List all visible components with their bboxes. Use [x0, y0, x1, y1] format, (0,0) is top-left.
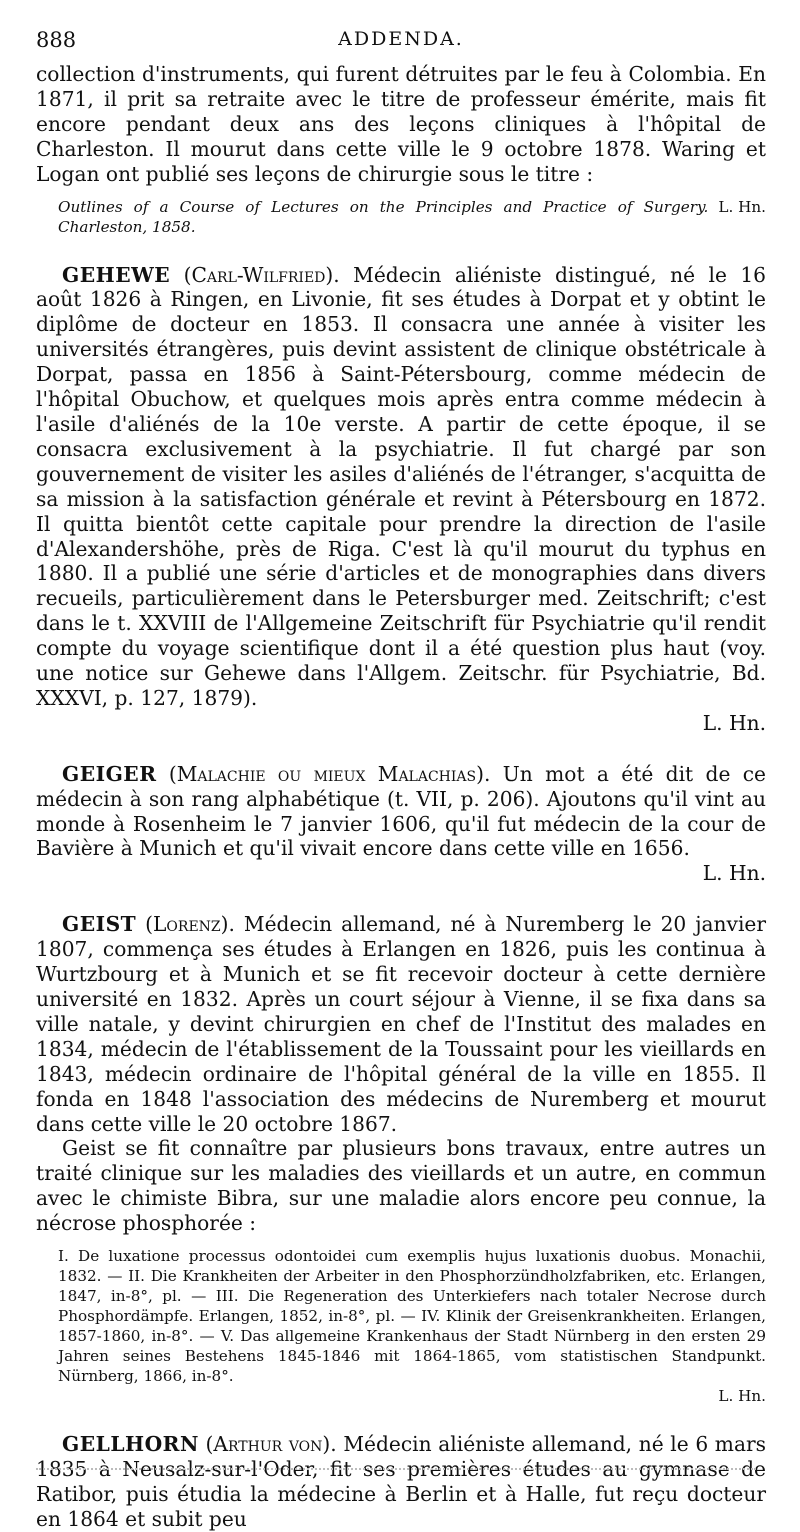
entry-names: (Lorenz). [145, 912, 235, 937]
entry-names: (Arthur von). [205, 1432, 337, 1457]
footer-divider [36, 1468, 756, 1470]
headword: GELLHORN [62, 1432, 199, 1457]
entry-text: Médecin aliéniste allemand, né le 6 mars 1835 à Neusalz-sur-l'Oder, fit ses premières études au gymnase de Ratibor, puis étudia la médecine à Berlin et à Halle, fut reçu docteur en 1864 et subit peu [36, 1432, 766, 1531]
entry-reference [36, 1246, 766, 1386]
reference-text: I. De luxatione processus odontoidei cum exemplis hujus luxationis duobus. Monachii, 1832. — II. Die Krankheiten der Arbeiter in den Phosphorzündholzfabriken, etc. Erlangen, 1847, in-8°, pl. — III. Die Regeneration des Unterkiefers nach totaler Necrose durch Phosphordämpfe. Erlangen, 1852, in-8°, pl. — IV. Klinik der Greisenkrankheiten. Erlangen, 1857-1860, in-8°. — V. Das allgemeine Krankenhaus der Stadt Nürnberg in den ersten 29 Jahren seines Bestehens 1845-1846 mit 1864-1865, vom statistischen Standpunkt. Nürnberg, 1866, in-8°. [58, 1247, 766, 1386]
document-page [36, 28, 766, 1532]
signature: L. Hn. [718, 1387, 766, 1406]
reference-text: Outlines of a Course of Lectures on the Principles and Practice of Surgery. Charleston, 1858. [58, 197, 709, 236]
headword: GEIGER [62, 761, 157, 786]
entry-text: Un mot a été dit de ce médecin à son rang alphabétique (t. VII, p. 206). Ajoutons qu'il vint au monde à Rosenheim le 7 janvier 1606, qu'il fut médecin de la cour de Bavière à Munich et qu'il vivait encore dans cette ville en 1656. [36, 761, 766, 861]
entry-geist [36, 912, 766, 1406]
entry-names: (Carl-Wilfried). [183, 262, 340, 287]
entry-paragraph [36, 762, 766, 862]
entry-paragraph [36, 263, 766, 711]
entry-gehewe [36, 263, 766, 736]
signature: L. Hn. [702, 710, 766, 735]
entry-text: Médecin allemand, né à Nuremberg le 20 janvier 1807, commença ses études à Erlangen en 1826, puis les continua à Wurtzbourg et à Munich et se fit recevoir docteur à cette dernière université en 1832. Après un court séjour à Vienne, il se fixa dans sa ville natale, y devint chirurgien en chef de l'Institut des malades en 1834, médecin de l'établissement de la Toussaint pour les vieillards en 1843, médecin ordinaire de l'hôpital général de la ville en 1855. Il fonda en 1848 l'association des médecins de Nuremberg et mourut dans cette ville le 20 octobre 1867. [36, 912, 766, 1136]
headword: GEHEWE [62, 262, 171, 287]
continuation-paragraph: collection d'instruments, qui furent détruites par le feu à Colombia. En 1871, il prit sa retraite avec le titre de professeur émérite, mais fit encore pendant deux ans des leçons cliniques à l'hôpital de Charleston. Il mourut dans cette ville le 9 octobre 1878. Waring et Logan ont publié ses leçons de chirurgie sous le titre : [36, 62, 766, 186]
entry-text: Médecin aliéniste distingué, né le 16 août 1826 à Ringen, en Livonie, fit ses études à Dorpat et y obtint le diplôme de docteur en 1853. Il consacra une année à visiter les universités étrangères, puis devint assistent de clinique obstétricale à Dorpat, passa en 1856 à Saint-Pétersbourg, comme médecin de l'hôpital Obuchow, et quelques mois après entra comme médecin à l'asile d'aliénés de la 10e verste. A partir de cette époque, il se consacra exclusivement à la psychiatrie. Il fut chargé par son gouvernement de visiter les asiles d'aliénés de l'étranger, s'acquitta de sa mission à la satisfaction générale et revint à Pétersbourg en 1872. Il quitta bientôt cette capitale pour prendre la direction de l'asile d'Alexandershöhe, près de Riga. C'est là qu'il mourut du typhus en 1880. Il a publié une série d'articles et de monographies dans divers recueils, particulièrement dans le Petersburger med. Zeitschrift; c'est dans le t. XXVIII de l'Allgemeine Zeitschrift für Psychiatrie qu'il rendit compte du voyage scientifique dont il a été question plus haut (voy. une notice sur Gehewe dans l'Allgem. Zeitschr. für Psychiatrie, Bd. XXXVI, p. 127, 1879). [36, 262, 767, 710]
running-title: ADDENDA. [338, 28, 464, 50]
entry-paragraph: Geist se fit connaître par plusieurs bons travaux, entre autres un traité clinique sur les maladies des vieillards et un autre, en commun avec le chimiste Bibra, sur une maladie alors encore peu connue, la nécrose phosphorée : [36, 1136, 766, 1236]
page-header [36, 28, 766, 62]
entry-names: (Malachie ou mieux Malachias). [168, 761, 491, 786]
entry-paragraph [36, 1432, 766, 1532]
page-number: 888 [36, 28, 77, 52]
entry-paragraph [36, 912, 766, 1136]
continuation-reference [36, 197, 766, 237]
headword: GEIST [62, 912, 137, 937]
signature: L. Hn. [718, 197, 766, 216]
signature: L. Hn. [702, 861, 766, 886]
entry-gellhorn [36, 1432, 766, 1532]
entry-geiger [36, 762, 766, 887]
